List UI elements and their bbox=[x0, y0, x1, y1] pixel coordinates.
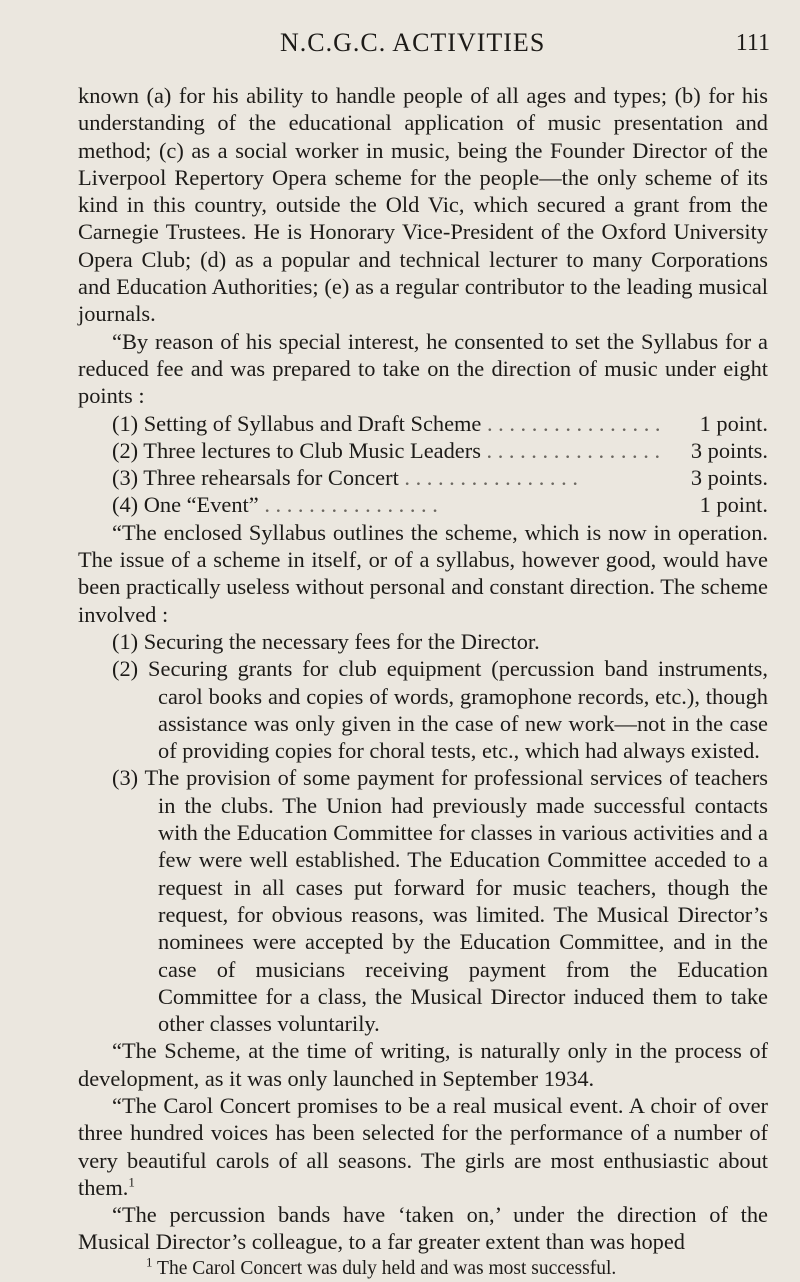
scheme-list bbox=[78, 628, 768, 1037]
paragraph-5-text: “The Carol Concert promises to be a real musical event. A choir of over three hundred voices has been selected for the performance of a number of very beautiful carols of all seasons. The girls are most enthusiastic about them. bbox=[78, 1092, 768, 1200]
scheme-item: (2) Securing grants for club equipment (percussion band instruments, carol books and copies of words, gramophone records, etc.), though assistance was only given in the case of new work—not in the case of providing copies for choral tests, etc., which had always existed. bbox=[112, 656, 768, 764]
page-header bbox=[80, 28, 770, 68]
page-number: 111 bbox=[735, 30, 770, 56]
points-list bbox=[78, 410, 768, 519]
points-item bbox=[78, 491, 768, 518]
scheme-item: (1) Securing the necessary fees for the Director. bbox=[112, 628, 540, 654]
running-title: N.C.G.C. ACTIVITIES bbox=[280, 28, 546, 57]
points-item bbox=[78, 410, 768, 437]
points-item-label: (1) Setting of Syllabus and Draft Scheme . . bbox=[112, 410, 678, 437]
points-item-value: 1 point. bbox=[699, 410, 768, 436]
points-item-value: 3 points. bbox=[690, 437, 768, 463]
points-item-label: (2) Three lectures to Club Music Leaders . . bbox=[112, 437, 678, 464]
footnote-marker: 1 bbox=[146, 1254, 153, 1270]
paragraph-1: known (a) for his ability to handle people of all ages and types; (b) for his understanding of the educational application of music presentation and method; (c) as a social worker in music, being the Founder Director of the Liverpool Repertory Opera scheme for the people—the only scheme of its kind in this country, outside the Old Vic, which secured a grant from the Carnegie Trustees. He is Honorary Vice-President of the Oxford University Opera Club; (d) as a popular and technical lecturer to many Corporations and Education Authorities; (e) as a regular contributor to the leading musical journals. bbox=[78, 83, 768, 327]
paragraph-6: “The percussion bands have ‘taken on,’ under the direction of the Musical Director’s colleague, to a far greater extent than was hoped bbox=[78, 1202, 768, 1255]
points-item-value: 1 point. bbox=[699, 492, 768, 518]
body-text bbox=[78, 82, 768, 1282]
paragraph-4: “The Scheme, at the time of writing, is naturally only in the process of development, as it was only launched in September 1934. bbox=[78, 1038, 768, 1091]
paragraph-5 bbox=[78, 1092, 768, 1201]
points-item-value: 3 points. bbox=[690, 465, 768, 491]
points-item bbox=[78, 464, 768, 491]
paragraph-2: “By reason of his special interest, he consented to set the Syllabus for a reduced fee and was prepared to take on the direction of music under eight points : bbox=[78, 328, 768, 409]
paragraph-3: “The enclosed Syllabus outlines the scheme, which is now in operation. The issue of a scheme in itself, or of a syllabus, however good, would have been practically useless without personal and constant direction. The scheme involved : bbox=[78, 519, 768, 627]
points-item-label: (4) One “Event” . . bbox=[112, 491, 678, 518]
scheme-item: (3) The provision of some payment for professional services of teachers in the clubs. The Union had previously made successful contacts with the Education Committee for classes in various activities and a few were well established. The Education Committee acceded to a request in all cases put forward for music teachers, though the request, for obvious reasons, was limited. The Musical Director’s nominees were accepted by the Education Committee, and in the case of musicians receiving payment from the Education Committee for a class, the Musical Director induced them to take other classes voluntarily. bbox=[112, 765, 768, 1037]
footnote-reference: 1 bbox=[128, 1174, 135, 1190]
footnote-text: The Carol Concert was duly held and was most successful. bbox=[157, 1257, 617, 1279]
points-item-label: (3) Three rehearsals for Concert . . bbox=[112, 464, 678, 491]
footnote bbox=[78, 1256, 768, 1282]
points-item bbox=[78, 437, 768, 464]
